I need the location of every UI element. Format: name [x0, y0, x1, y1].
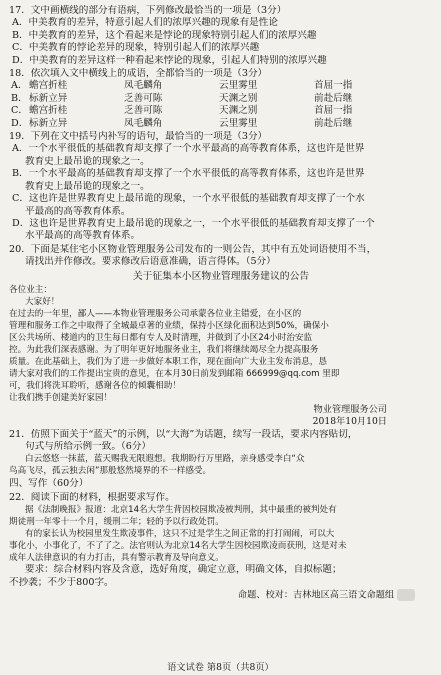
notice-body-line: 请大家对我们的工作提出宝贵的意见，在本月30日前发到邮箱 666999@qq.com 里即 [9, 368, 340, 379]
q18-letter: A． [11, 80, 28, 92]
q21-stem-cont: 句式与所给示例一致。（6分） [25, 440, 152, 452]
q18-idiom: 乏善可陈 [124, 105, 163, 117]
q18-idiom: 凤毛麟角 [124, 117, 163, 129]
q18-idiom: 首屈一指 [314, 80, 353, 92]
notice-body-line: 可，我们将洗耳聆听，感谢各位的倾囊相助！ [9, 380, 181, 391]
section-writing-heading: 四、写作（60分） [9, 478, 89, 490]
q17-option-d: D．中美教育的差异这样一种看起来悖论的现象，引起人们特别的浓厚兴趣 [12, 54, 327, 66]
q19-option-c: C．这也许是世界教育史上最吊诡的现象，一个水平很低的基础教育却支撑了一个水 [12, 193, 365, 205]
q18-row-a [9, 80, 433, 92]
q22-material: 据《法制晚报》报道：北京14名大学生背因校园欺凌被判刑，其中最重的被判处有 [25, 505, 337, 516]
q18-row-d [9, 118, 433, 130]
q22-requirement: 要求：综合材料内容及含意，选好角度，确定立意，明确文体，自拟标题； [25, 564, 342, 576]
q17-option-b: B．中美教育的差异，这个看起来是悖论的现象特别引起人们的浓厚兴趣 [12, 29, 317, 41]
q18-idiom: 标新立异 [29, 117, 68, 129]
q22-material-cont: 成年人法律意识的有力打击，具有警示教育及导向意义。 [9, 553, 224, 564]
notice-body-line: 在过去的一年里，鄙人——本物业管理服务公司承蒙各位业主错爱，在小区的 [9, 308, 302, 319]
q20-stem: 20．下面是某住宅小区物业管理服务公司发布的一则公告，其中有五处词语使用不当， [9, 243, 377, 255]
q18-idiom: 标新立异 [29, 92, 68, 104]
q21-example-cont: 鸟高飞尽，孤云独去闲”那般悠然境界的不一样感受。 [9, 466, 212, 477]
q18-idiom: 前赴后继 [314, 117, 353, 129]
notice-closing: 让我们携手创建美好家园！ [9, 392, 113, 403]
q19-option-a: A．一个水平很低的基础教育却支撑了一个水平最高的高等教育体系，这也许是世界 [12, 143, 365, 155]
q19-option-a-cont: 教育史上最吊诡的现象之一。 [25, 155, 150, 167]
notice-title: 关于征集本小区物业管理服务建议的公告 [132, 270, 310, 282]
q19-option-d-cont: 水平最高的高等教育体系。 [25, 230, 141, 242]
q18-idiom: 蟾宫折桂 [29, 80, 68, 92]
q22-requirement-cont: 不抄袭；不少于800字。 [9, 576, 114, 588]
q18-idiom: 前赴后继 [314, 92, 353, 104]
q21-example: 白云悠悠一抹蓝，蓝天赐我无限遐想。我期盼行万里路，亲身感受李白“众 [25, 454, 305, 465]
q19-option-d: D．这也许是世界教育史上最吊诡的现象之一，一个水平很低的基础教育却支撑了一个 [12, 217, 375, 229]
q17-option-c: C．中美教育的悖论差异的现象，特别引起人们的浓厚兴趣 [12, 42, 260, 54]
notice-body-line: 控。为此我们深表感谢。为了明年更好地服务业主，我们将继续竭尽全力提高服务 [9, 344, 319, 355]
q18-idiom: 天渊之别 [219, 105, 258, 117]
q18-stem: 18．依次填入文中横线上的成语，全都恰当的一项是（3分） [9, 68, 268, 80]
q22-material-cont: 事化小，小事化了，不了了之。法官则认为北京14名大学生因校园欺凌而获刑，这是对未 [9, 541, 347, 552]
notice-body-line: 区公共场所、楼道内的卫生每日都有专人及时清理，并做到了小区24小时治安监 [9, 332, 313, 343]
q18-letter: C． [11, 105, 28, 117]
notice-greeting: 大家好！ [25, 296, 60, 307]
q18-idiom: 天渊之别 [219, 92, 258, 104]
q18-row-c [9, 105, 433, 117]
notice-salutation: 各位业主： [9, 284, 52, 295]
q17-stem: 17．文中画横线的部分有语病，下列修改最恰当的一项是（3分） [9, 5, 287, 16]
q18-idiom: 首屈一指 [314, 105, 353, 117]
q20-stem-cont: 请找出并作修改。要求修改后语意准确，语言得体。（5分） [25, 256, 276, 268]
credit-line [9, 589, 433, 602]
notice-body-line: 管理和服务工作之中取得了全城最卓著的业绩，保持小区绿化面积达到50%，确保小 [9, 320, 329, 331]
notice-body-line: 质量。在此基础上，我们为了进一步做好本职工作，现在面向广大业主发布消息，恳 [9, 356, 327, 367]
q21-stem: 21．仿照下面关于“蓝天”的示例，以“大海”为话题，续写一段话，要求内容贴切， [9, 428, 358, 440]
q19-option-c-cont: 平最高的高等教育体系。 [25, 205, 131, 217]
q19-stem: 19．下列在文中括号内补写的语句，最恰当的一项是（3分） [9, 131, 268, 143]
q18-options [9, 80, 433, 130]
notice-signature-company: 物业管理服务公司 [313, 403, 387, 415]
stamp-icon [397, 589, 415, 601]
page-number: 语文试卷 第8页（共8页） [167, 662, 274, 673]
q19-option-b: B．一个水平最高的基础教育却支撑了一个水平很低的高等教育体系，这也许是世界 [12, 168, 365, 180]
q18-idiom: 乏善可陈 [124, 92, 163, 104]
q17-option-a: A．中美教育的差异，特意引起人们的浓厚兴趣的现象有是性论 [12, 17, 278, 29]
q22-material: 有的家长认为校园里发生欺凌事件，这只不过是学生之间正常的打打闹闹，可以大 [25, 529, 335, 540]
q19-option-b-cont: 教育史上最吊诡的现象之一。 [25, 180, 150, 192]
credit-text: 命题、校对：吉林地区高三语文命题组 [237, 589, 395, 601]
q18-idiom: 云里雾里 [219, 80, 258, 92]
q22-material-cont: 期徒刑一年零十一个月，缓刑二年；轻的予以行政处罚。 [9, 517, 224, 528]
notice-signature-date: 2018年10月10日 [312, 415, 387, 427]
q18-letter: B． [11, 92, 28, 104]
q22-stem: 22．阅读下面的材料，根据要求写作。 [9, 491, 175, 503]
q18-row-b [9, 93, 433, 105]
page-footer [0, 657, 441, 675]
q18-idiom: 凤毛麟角 [124, 80, 163, 92]
q18-idiom: 蟾宫折桂 [29, 105, 68, 117]
q18-letter: D． [11, 117, 29, 129]
q18-idiom: 云里雾里 [219, 117, 258, 129]
